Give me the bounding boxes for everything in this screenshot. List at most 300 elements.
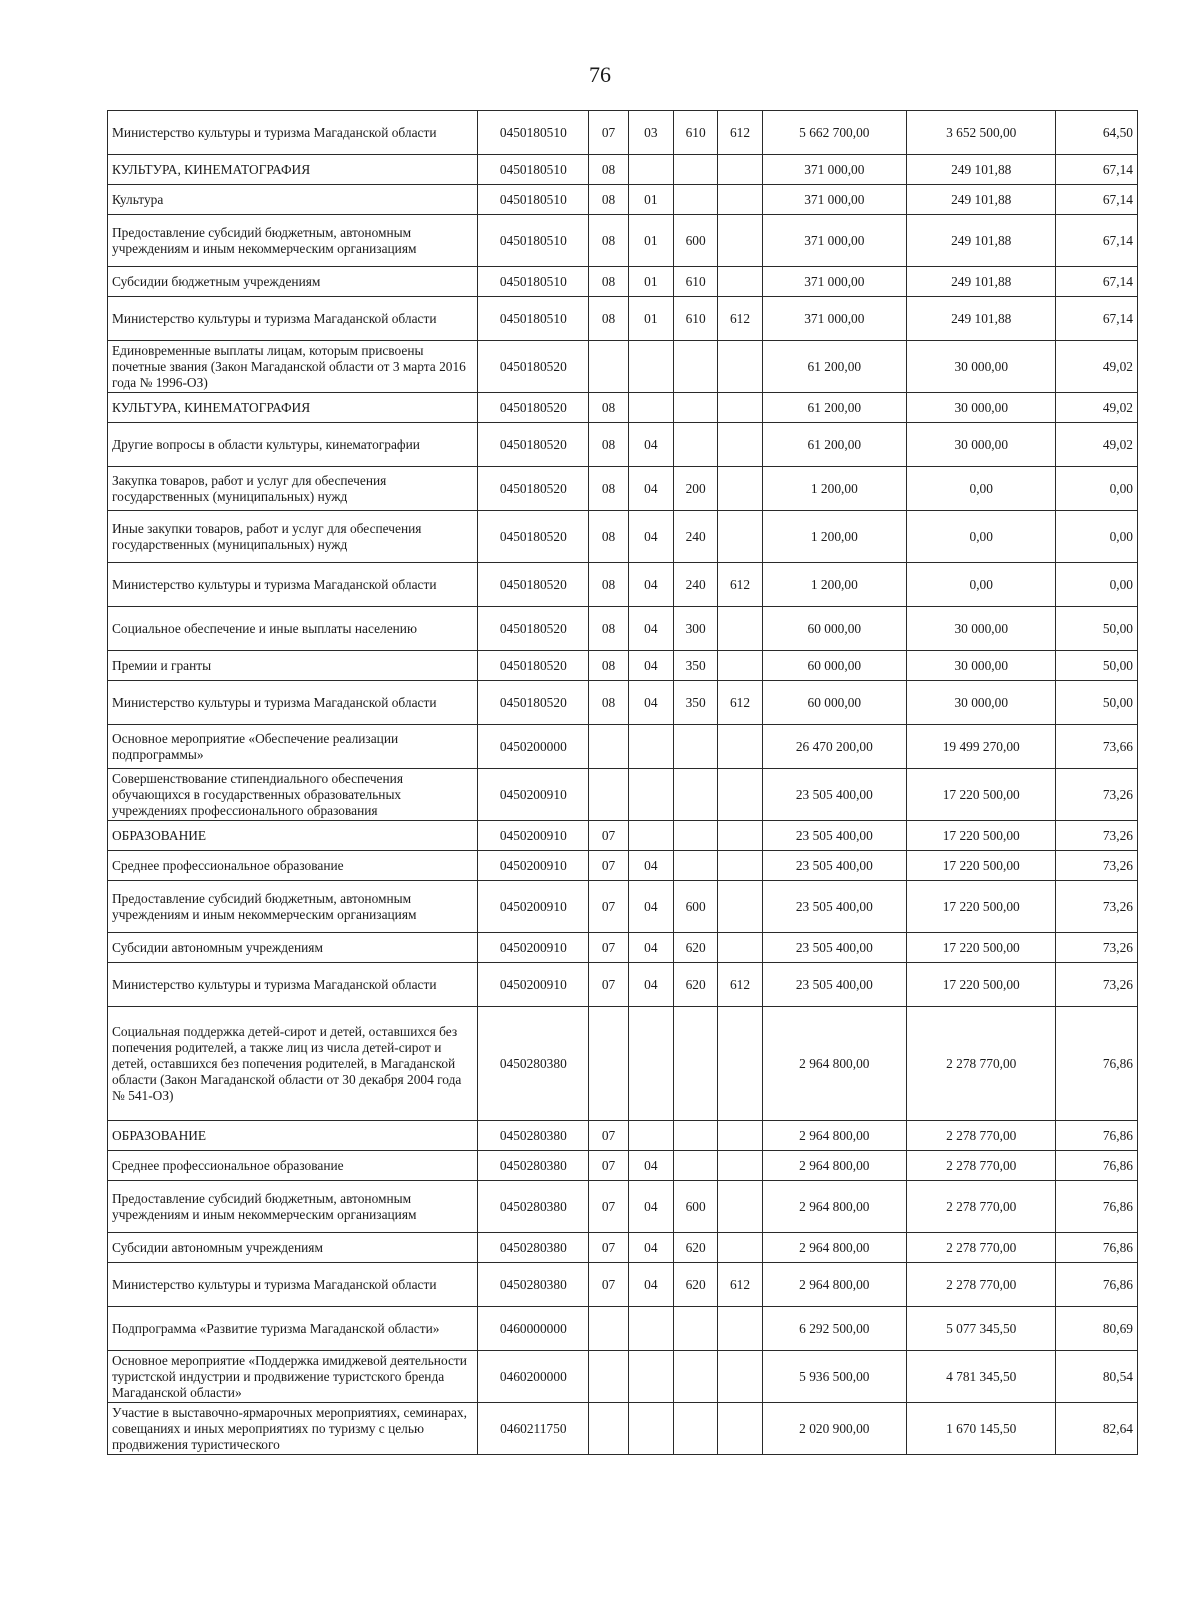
row-code-cell: 0450180510 — [478, 155, 589, 185]
page-number: 76 — [589, 62, 611, 87]
row-percent-cell: 0,00 — [1056, 467, 1138, 511]
row-plan-cell: 23 505 400,00 — [762, 963, 906, 1007]
row-percent-cell: 73,26 — [1056, 821, 1138, 851]
row-code-cell: 0460211750 — [478, 1403, 589, 1455]
table-row — [108, 1007, 1138, 1121]
row-expense-type-cell: 610 — [674, 111, 718, 155]
row-name-cell: Министерство культуры и туризма Магаданской области — [108, 963, 478, 1007]
row-expense-type-cell — [674, 341, 718, 393]
row-percent-cell: 67,14 — [1056, 185, 1138, 215]
row-plan-cell: 6 292 500,00 — [762, 1307, 906, 1351]
row-section-cell: 08 — [589, 267, 628, 297]
row-expense-type-cell — [674, 1007, 718, 1121]
row-fact-cell: 0,00 — [907, 511, 1056, 563]
row-plan-cell: 1 200,00 — [762, 467, 906, 511]
row-department-cell — [718, 769, 762, 821]
row-section-cell: 08 — [589, 467, 628, 511]
row-subsection-cell: 04 — [628, 851, 673, 881]
table-row — [108, 681, 1138, 725]
budget-table — [107, 110, 1138, 1455]
row-subsection-cell: 04 — [628, 1233, 673, 1263]
row-section-cell: 07 — [589, 111, 628, 155]
row-fact-cell: 17 220 500,00 — [907, 881, 1056, 933]
table-row — [108, 725, 1138, 769]
row-name-cell: Подпрограмма «Развитие туризма Магаданской области» — [108, 1307, 478, 1351]
row-code-cell: 0450200910 — [478, 963, 589, 1007]
table-row — [108, 563, 1138, 607]
row-department-cell — [718, 651, 762, 681]
row-expense-type-cell — [674, 1151, 718, 1181]
row-percent-cell: 49,02 — [1056, 393, 1138, 423]
row-percent-cell: 50,00 — [1056, 607, 1138, 651]
row-fact-cell: 1 670 145,50 — [907, 1403, 1056, 1455]
row-name-cell: Министерство культуры и туризма Магаданской области — [108, 1263, 478, 1307]
row-code-cell: 0450200910 — [478, 933, 589, 963]
row-section-cell — [589, 725, 628, 769]
row-expense-type-cell — [674, 1307, 718, 1351]
row-plan-cell: 23 505 400,00 — [762, 851, 906, 881]
row-percent-cell: 49,02 — [1056, 423, 1138, 467]
row-section-cell: 07 — [589, 1263, 628, 1307]
row-fact-cell: 30 000,00 — [907, 681, 1056, 725]
row-plan-cell: 23 505 400,00 — [762, 821, 906, 851]
row-code-cell: 0450180520 — [478, 423, 589, 467]
row-department-cell — [718, 1307, 762, 1351]
row-expense-type-cell — [674, 185, 718, 215]
row-code-cell: 0450200910 — [478, 851, 589, 881]
row-name-cell: Основное мероприятие «Поддержка имиджевой деятельности туристской индустрии и продвижение туристского бренда Магаданской области» — [108, 1351, 478, 1403]
row-plan-cell: 61 200,00 — [762, 341, 906, 393]
row-plan-cell: 26 470 200,00 — [762, 725, 906, 769]
row-fact-cell: 19 499 270,00 — [907, 725, 1056, 769]
table-body — [108, 111, 1138, 1455]
table-row — [108, 1121, 1138, 1151]
row-department-cell — [718, 851, 762, 881]
row-section-cell: 08 — [589, 511, 628, 563]
row-expense-type-cell — [674, 1403, 718, 1455]
row-name-cell: Участие в выставочно-ярмарочных мероприятиях, семинарах, совещаниях и иных мероприятиях по туризму с целью продвижения туристического — [108, 1403, 478, 1455]
row-code-cell: 0450180520 — [478, 393, 589, 423]
row-code-cell: 0450200910 — [478, 881, 589, 933]
row-fact-cell: 2 278 770,00 — [907, 1233, 1056, 1263]
row-fact-cell: 4 781 345,50 — [907, 1351, 1056, 1403]
row-subsection-cell: 04 — [628, 1181, 673, 1233]
row-expense-type-cell: 620 — [674, 1233, 718, 1263]
row-name-cell: Субсидии бюджетным учреждениям — [108, 267, 478, 297]
row-section-cell — [589, 1403, 628, 1455]
row-code-cell: 0450180520 — [478, 563, 589, 607]
row-section-cell: 07 — [589, 963, 628, 1007]
row-subsection-cell: 01 — [628, 297, 673, 341]
row-department-cell — [718, 1151, 762, 1181]
row-fact-cell: 30 000,00 — [907, 341, 1056, 393]
row-plan-cell: 371 000,00 — [762, 215, 906, 267]
row-fact-cell: 249 101,88 — [907, 185, 1056, 215]
row-plan-cell: 60 000,00 — [762, 651, 906, 681]
row-subsection-cell: 04 — [628, 933, 673, 963]
row-expense-type-cell: 350 — [674, 651, 718, 681]
row-name-cell: Другие вопросы в области культуры, кинематографии — [108, 423, 478, 467]
row-plan-cell: 2 964 800,00 — [762, 1263, 906, 1307]
row-department-cell — [718, 725, 762, 769]
row-subsection-cell: 04 — [628, 563, 673, 607]
row-name-cell: Предоставление субсидий бюджетным, автономным учреждениям и иным некоммерческим организациям — [108, 881, 478, 933]
row-fact-cell: 0,00 — [907, 467, 1056, 511]
row-expense-type-cell — [674, 725, 718, 769]
table-row — [108, 341, 1138, 393]
row-plan-cell: 371 000,00 — [762, 297, 906, 341]
row-code-cell: 0450180510 — [478, 297, 589, 341]
row-code-cell: 0450280380 — [478, 1263, 589, 1307]
row-subsection-cell — [628, 341, 673, 393]
row-section-cell: 07 — [589, 1233, 628, 1263]
row-subsection-cell: 01 — [628, 185, 673, 215]
table-row — [108, 1263, 1138, 1307]
row-expense-type-cell — [674, 155, 718, 185]
row-plan-cell: 371 000,00 — [762, 155, 906, 185]
row-subsection-cell — [628, 1351, 673, 1403]
row-name-cell: ОБРАЗОВАНИЕ — [108, 821, 478, 851]
row-name-cell: Субсидии автономным учреждениям — [108, 1233, 478, 1263]
row-code-cell: 0450180520 — [478, 341, 589, 393]
table-row — [108, 1181, 1138, 1233]
row-department-cell — [718, 267, 762, 297]
row-subsection-cell — [628, 821, 673, 851]
row-subsection-cell: 04 — [628, 963, 673, 1007]
row-name-cell: Культура — [108, 185, 478, 215]
row-section-cell: 08 — [589, 215, 628, 267]
row-department-cell — [718, 393, 762, 423]
row-code-cell: 0450180510 — [478, 111, 589, 155]
row-name-cell: Министерство культуры и туризма Магаданской области — [108, 111, 478, 155]
row-fact-cell: 17 220 500,00 — [907, 963, 1056, 1007]
row-plan-cell: 60 000,00 — [762, 681, 906, 725]
row-code-cell: 0450280380 — [478, 1233, 589, 1263]
table-row — [108, 1307, 1138, 1351]
row-section-cell: 08 — [589, 681, 628, 725]
row-percent-cell: 67,14 — [1056, 215, 1138, 267]
row-department-cell — [718, 511, 762, 563]
row-department-cell: 612 — [718, 681, 762, 725]
table-row — [108, 651, 1138, 681]
row-code-cell: 0450180520 — [478, 467, 589, 511]
row-name-cell: Предоставление субсидий бюджетным, автономным учреждениям и иным некоммерческим организациям — [108, 1181, 478, 1233]
row-department-cell: 612 — [718, 1263, 762, 1307]
table-row — [108, 607, 1138, 651]
row-subsection-cell — [628, 1007, 673, 1121]
row-department-cell — [718, 341, 762, 393]
row-section-cell: 07 — [589, 933, 628, 963]
row-code-cell: 0450200000 — [478, 725, 589, 769]
row-code-cell: 0450200910 — [478, 769, 589, 821]
row-section-cell: 08 — [589, 651, 628, 681]
row-subsection-cell — [628, 1403, 673, 1455]
row-expense-type-cell: 240 — [674, 563, 718, 607]
row-plan-cell: 2 964 800,00 — [762, 1233, 906, 1263]
row-percent-cell: 73,66 — [1056, 725, 1138, 769]
row-fact-cell: 17 220 500,00 — [907, 769, 1056, 821]
row-fact-cell: 30 000,00 — [907, 423, 1056, 467]
row-percent-cell: 73,26 — [1056, 933, 1138, 963]
row-code-cell: 0450180520 — [478, 511, 589, 563]
table-row — [108, 1151, 1138, 1181]
row-subsection-cell: 04 — [628, 467, 673, 511]
row-department-cell — [718, 881, 762, 933]
row-subsection-cell — [628, 769, 673, 821]
row-percent-cell: 0,00 — [1056, 511, 1138, 563]
row-plan-cell: 1 200,00 — [762, 511, 906, 563]
row-fact-cell: 5 077 345,50 — [907, 1307, 1056, 1351]
row-department-cell — [718, 1403, 762, 1455]
row-subsection-cell: 04 — [628, 681, 673, 725]
table-row — [108, 881, 1138, 933]
row-department-cell: 612 — [718, 563, 762, 607]
table-row — [108, 821, 1138, 851]
row-name-cell: КУЛЬТУРА, КИНЕМАТОГРАФИЯ — [108, 155, 478, 185]
row-name-cell: Среднее профессиональное образование — [108, 851, 478, 881]
row-fact-cell: 249 101,88 — [907, 297, 1056, 341]
row-fact-cell: 2 278 770,00 — [907, 1121, 1056, 1151]
row-expense-type-cell: 620 — [674, 933, 718, 963]
row-name-cell: Министерство культуры и туризма Магаданской области — [108, 681, 478, 725]
row-percent-cell: 76,86 — [1056, 1121, 1138, 1151]
row-percent-cell: 73,26 — [1056, 963, 1138, 1007]
table-row — [108, 297, 1138, 341]
row-percent-cell: 67,14 — [1056, 267, 1138, 297]
table-row — [108, 769, 1138, 821]
row-code-cell: 0450200910 — [478, 821, 589, 851]
table-row — [108, 215, 1138, 267]
row-code-cell: 0450180510 — [478, 215, 589, 267]
row-expense-type-cell: 350 — [674, 681, 718, 725]
row-department-cell — [718, 1007, 762, 1121]
row-fact-cell: 249 101,88 — [907, 215, 1056, 267]
row-subsection-cell — [628, 1307, 673, 1351]
row-percent-cell: 80,69 — [1056, 1307, 1138, 1351]
row-section-cell — [589, 1307, 628, 1351]
row-subsection-cell: 04 — [628, 651, 673, 681]
row-code-cell: 0450280380 — [478, 1181, 589, 1233]
row-fact-cell: 30 000,00 — [907, 393, 1056, 423]
row-name-cell: Социальное обеспечение и иные выплаты населению — [108, 607, 478, 651]
row-expense-type-cell — [674, 1121, 718, 1151]
row-department-cell — [718, 215, 762, 267]
row-subsection-cell: 04 — [628, 1263, 673, 1307]
table-row — [108, 511, 1138, 563]
row-fact-cell: 2 278 770,00 — [907, 1181, 1056, 1233]
row-code-cell: 0450280380 — [478, 1007, 589, 1121]
row-subsection-cell — [628, 725, 673, 769]
table-row — [108, 933, 1138, 963]
row-expense-type-cell: 600 — [674, 215, 718, 267]
row-subsection-cell — [628, 155, 673, 185]
row-plan-cell: 2 964 800,00 — [762, 1181, 906, 1233]
row-fact-cell: 2 278 770,00 — [907, 1007, 1056, 1121]
row-percent-cell: 76,86 — [1056, 1181, 1138, 1233]
row-percent-cell: 67,14 — [1056, 155, 1138, 185]
row-department-cell: 612 — [718, 111, 762, 155]
row-fact-cell: 17 220 500,00 — [907, 933, 1056, 963]
row-name-cell: Основное мероприятие «Обеспечение реализации подпрограммы» — [108, 725, 478, 769]
table-row — [108, 467, 1138, 511]
row-plan-cell: 2 964 800,00 — [762, 1007, 906, 1121]
row-name-cell: Иные закупки товаров, работ и услуг для обеспечения государственных (муниципальных) нужд — [108, 511, 478, 563]
row-expense-type-cell — [674, 393, 718, 423]
row-section-cell: 08 — [589, 607, 628, 651]
row-name-cell: КУЛЬТУРА, КИНЕМАТОГРАФИЯ — [108, 393, 478, 423]
row-plan-cell: 371 000,00 — [762, 185, 906, 215]
row-expense-type-cell: 600 — [674, 881, 718, 933]
row-subsection-cell: 04 — [628, 1151, 673, 1181]
row-fact-cell: 249 101,88 — [907, 155, 1056, 185]
row-percent-cell: 76,86 — [1056, 1263, 1138, 1307]
row-department-cell — [718, 423, 762, 467]
row-department-cell: 612 — [718, 297, 762, 341]
row-expense-type-cell: 300 — [674, 607, 718, 651]
row-plan-cell: 23 505 400,00 — [762, 769, 906, 821]
row-section-cell — [589, 341, 628, 393]
row-plan-cell: 2 964 800,00 — [762, 1151, 906, 1181]
row-section-cell — [589, 1007, 628, 1121]
row-department-cell — [718, 467, 762, 511]
table-row — [108, 1351, 1138, 1403]
row-plan-cell: 5 936 500,00 — [762, 1351, 906, 1403]
row-expense-type-cell: 200 — [674, 467, 718, 511]
row-department-cell — [718, 185, 762, 215]
row-percent-cell: 82,64 — [1056, 1403, 1138, 1455]
row-plan-cell: 1 200,00 — [762, 563, 906, 607]
row-percent-cell: 73,26 — [1056, 769, 1138, 821]
row-percent-cell: 49,02 — [1056, 341, 1138, 393]
row-plan-cell: 23 505 400,00 — [762, 881, 906, 933]
row-department-cell — [718, 1181, 762, 1233]
row-subsection-cell: 04 — [628, 881, 673, 933]
table-row — [108, 111, 1138, 155]
row-subsection-cell — [628, 1121, 673, 1151]
row-percent-cell: 64,50 — [1056, 111, 1138, 155]
row-name-cell: Единовременные выплаты лицам, которым присвоены почетные звания (Закон Магаданской области от 3 марта 2016 года № 1996-ОЗ) — [108, 341, 478, 393]
row-percent-cell: 67,14 — [1056, 297, 1138, 341]
row-section-cell: 07 — [589, 1181, 628, 1233]
row-name-cell: ОБРАЗОВАНИЕ — [108, 1121, 478, 1151]
row-plan-cell: 23 505 400,00 — [762, 933, 906, 963]
row-plan-cell: 2 964 800,00 — [762, 1121, 906, 1151]
row-subsection-cell: 04 — [628, 423, 673, 467]
row-section-cell — [589, 769, 628, 821]
table-row — [108, 267, 1138, 297]
row-section-cell: 08 — [589, 563, 628, 607]
row-percent-cell: 80,54 — [1056, 1351, 1138, 1403]
row-section-cell: 08 — [589, 297, 628, 341]
row-plan-cell: 60 000,00 — [762, 607, 906, 651]
row-department-cell — [718, 821, 762, 851]
row-fact-cell: 30 000,00 — [907, 607, 1056, 651]
row-fact-cell: 30 000,00 — [907, 651, 1056, 681]
table-row — [108, 851, 1138, 881]
row-plan-cell: 61 200,00 — [762, 393, 906, 423]
row-department-cell — [718, 607, 762, 651]
row-subsection-cell: 01 — [628, 267, 673, 297]
row-name-cell: Совершенствование стипендиального обеспечения обучающихся в государственных образовательных учреждениях профессионального образования — [108, 769, 478, 821]
row-plan-cell: 371 000,00 — [762, 267, 906, 297]
table-row — [108, 185, 1138, 215]
row-name-cell: Социальная поддержка детей-сирот и детей, оставшихся без попечения родителей, а также лиц из числа детей-сирот и детей, оставшихся без попечения родителей, в Магаданской области (Закон Магаданской области от 30 декабря 2004 года № 541-ОЗ) — [108, 1007, 478, 1121]
row-percent-cell: 76,86 — [1056, 1007, 1138, 1121]
row-section-cell — [589, 1351, 628, 1403]
row-name-cell: Премии и гранты — [108, 651, 478, 681]
row-expense-type-cell — [674, 423, 718, 467]
row-expense-type-cell — [674, 769, 718, 821]
row-code-cell: 0450180520 — [478, 681, 589, 725]
row-expense-type-cell — [674, 1351, 718, 1403]
table-row — [108, 1233, 1138, 1263]
row-percent-cell: 0,00 — [1056, 563, 1138, 607]
table-row — [108, 1403, 1138, 1455]
row-code-cell: 0450180520 — [478, 651, 589, 681]
row-fact-cell: 0,00 — [907, 563, 1056, 607]
row-name-cell: Субсидии автономным учреждениям — [108, 933, 478, 963]
row-percent-cell: 76,86 — [1056, 1233, 1138, 1263]
table-row — [108, 963, 1138, 1007]
row-percent-cell: 50,00 — [1056, 651, 1138, 681]
row-subsection-cell: 01 — [628, 215, 673, 267]
row-plan-cell: 61 200,00 — [762, 423, 906, 467]
row-percent-cell: 50,00 — [1056, 681, 1138, 725]
row-expense-type-cell: 610 — [674, 267, 718, 297]
row-department-cell — [718, 1351, 762, 1403]
row-code-cell: 0460200000 — [478, 1351, 589, 1403]
row-fact-cell: 17 220 500,00 — [907, 851, 1056, 881]
row-fact-cell: 2 278 770,00 — [907, 1151, 1056, 1181]
table-row — [108, 155, 1138, 185]
table-row — [108, 423, 1138, 467]
row-subsection-cell: 03 — [628, 111, 673, 155]
row-expense-type-cell — [674, 851, 718, 881]
row-department-cell — [718, 1121, 762, 1151]
row-code-cell: 0460000000 — [478, 1307, 589, 1351]
row-name-cell: Предоставление субсидий бюджетным, автономным учреждениям и иным некоммерческим организациям — [108, 215, 478, 267]
row-name-cell: Министерство культуры и туризма Магаданской области — [108, 297, 478, 341]
row-fact-cell: 249 101,88 — [907, 267, 1056, 297]
row-code-cell: 0450280380 — [478, 1121, 589, 1151]
row-code-cell: 0450180510 — [478, 185, 589, 215]
row-subsection-cell — [628, 393, 673, 423]
row-section-cell: 08 — [589, 185, 628, 215]
row-fact-cell: 17 220 500,00 — [907, 821, 1056, 851]
row-fact-cell: 3 652 500,00 — [907, 111, 1056, 155]
row-expense-type-cell: 600 — [674, 1181, 718, 1233]
row-name-cell: Среднее профессиональное образование — [108, 1151, 478, 1181]
row-percent-cell: 73,26 — [1056, 881, 1138, 933]
row-expense-type-cell: 620 — [674, 1263, 718, 1307]
row-department-cell — [718, 1233, 762, 1263]
row-section-cell: 08 — [589, 155, 628, 185]
row-section-cell: 08 — [589, 393, 628, 423]
row-plan-cell: 2 020 900,00 — [762, 1403, 906, 1455]
row-subsection-cell: 04 — [628, 607, 673, 651]
row-name-cell: Министерство культуры и туризма Магаданской области — [108, 563, 478, 607]
row-name-cell: Закупка товаров, работ и услуг для обеспечения государственных (муниципальных) нужд — [108, 467, 478, 511]
row-section-cell: 08 — [589, 423, 628, 467]
row-section-cell: 07 — [589, 1121, 628, 1151]
row-department-cell — [718, 155, 762, 185]
row-department-cell — [718, 933, 762, 963]
row-percent-cell: 73,26 — [1056, 851, 1138, 881]
table-row — [108, 393, 1138, 423]
row-department-cell: 612 — [718, 963, 762, 1007]
row-fact-cell: 2 278 770,00 — [907, 1263, 1056, 1307]
row-section-cell: 07 — [589, 1151, 628, 1181]
